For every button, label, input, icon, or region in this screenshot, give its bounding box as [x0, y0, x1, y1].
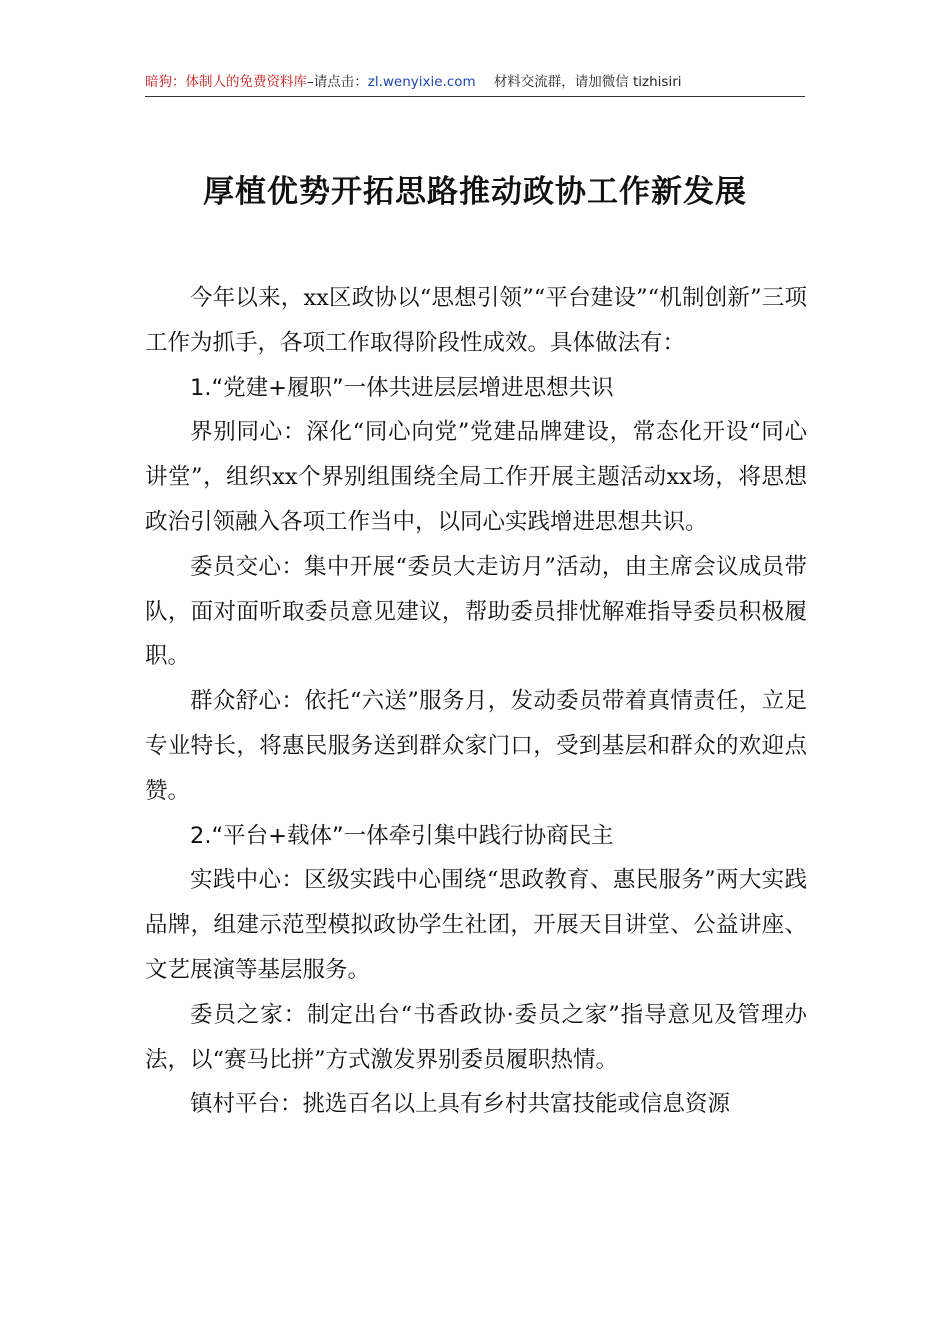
click-prompt: –请点击： [307, 74, 368, 90]
body-paragraph: 镇村平台：挑选百名以上具有乡村共富技能或信息资源 [190, 1091, 731, 1118]
document-body [145, 276, 807, 1127]
header-banner [145, 70, 805, 94]
site-url-link[interactable]: zl.wenyixie.com [367, 74, 476, 90]
wechat-note: 材料交流群，请加微信 tizhisiri [493, 74, 682, 90]
section-heading-2: 2.“平台+载体”一体牵引集中践行协商民主 [190, 822, 614, 849]
body-paragraph: 群众舒心：依托“六送”服务月，发动委员带着真情责任，立足专业特长，将惠民服务送到群众家门口，受到基层和群众的欢迎点赞。 [145, 688, 807, 804]
document-title: 厚植优势开拓思路推动政协工作新发展 [203, 174, 747, 210]
body-paragraph: 委员之家：制定出台“书香政协·委员之家”指导意见及管理办法，以“赛马比拼”方式激发界别委员履职热情。 [145, 1001, 807, 1073]
section-heading-1: 1.“党建+履职”一体共进层层增进思想共识 [190, 374, 614, 401]
body-paragraph: 委员交心：集中开展“委员大走访月”活动，由主席会议成员带队，面对面听取委员意见建议，帮助委员排忧解难指导委员积极履职。 [145, 553, 807, 670]
intro-paragraph: 今年以来，xx区政协以“思想引领”“平台建设”“机制创新”三项工作为抓手，各项工作取得阶段性成效。具体做法有： [145, 285, 807, 356]
header-divider [145, 96, 805, 97]
body-paragraph: 实践中心：区级实践中心围绕“思政教育、惠民服务”两大实践品牌，组建示范型模拟政协学生社团，开展天目讲堂、公益讲座、文艺展演等基层服务。 [145, 867, 807, 983]
body-paragraph: 界别同心：深化“同心向党”党建品牌建设，常态化开设“同心讲堂”，组织xx个界别组围绕全局工作开展主题活动xx场，将思想政治引领融入各项工作当中，以同心实践增进思想共识。 [145, 419, 807, 535]
site-name-link[interactable]: 暗狗：体制人的免费资料库 [145, 74, 307, 90]
